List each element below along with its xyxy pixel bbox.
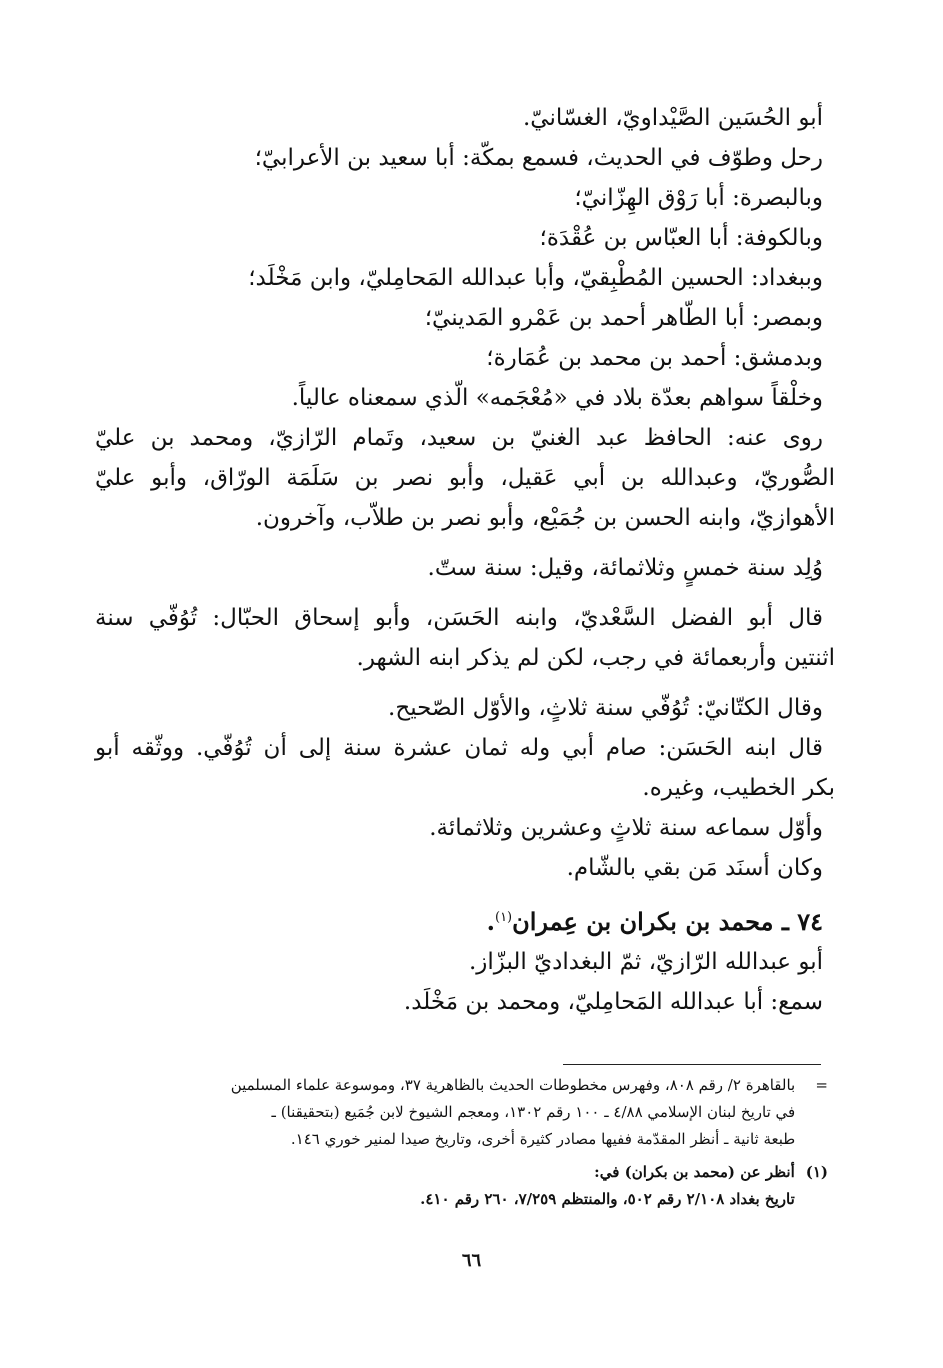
footnote-text: طبعة ثانية ـ أنظر المقدّمة ففيها مصادر كثيرة أخرى، وتاريخ صيدا لمنير خوري ١٤٦. <box>290 1130 796 1148</box>
footnote-divider <box>563 1064 821 1065</box>
entry-heading-end: . <box>486 907 495 936</box>
death-paragraph <box>95 598 835 678</box>
main-text <box>95 98 835 1022</box>
text-line: وبدمشق: أحمد بن محمد بن عُمَارة؛ <box>486 345 823 371</box>
text-line: رحل وطوّف في الحديث، فسمع بمكّة: أبا سعيد بن الأعرابيّ؛ <box>254 145 823 171</box>
entry-heading-text: ٧٤ ـ محمد بن بكران بن عِمران <box>512 907 823 936</box>
footnote-reference[interactable]: (١) <box>494 910 513 925</box>
narrators-paragraph <box>95 418 835 538</box>
page-number: ٦٦ <box>461 1250 482 1271</box>
kattani-line: وقال الكتّانيّ: تُوُفّي سنة ثلاثٍ، والأوّل الصّحيح. <box>388 695 823 721</box>
paragraph-line: بكر الخطيب، وغيره. <box>642 775 835 801</box>
paragraph-line: اثنتين وأربعمائة في رجب، لكن لم يذكر ابنه الشهر. <box>356 645 835 671</box>
paragraph-line: روى عنه: الحافظ عبد الغنيّ بن سعيد، وتَمام الرّازيّ، ومحمد بن عليّ <box>95 425 823 451</box>
paragraph-line: قال أبو الفضل السَّعْديّ، وابنه الحَسَن، وأبو إسحاق الحبّال: تُوُفّي سنة <box>95 605 823 631</box>
text-line: وببغداد: الحسين المُطْبِقيّ، وأبا عبدالله المَحامِليّ، وابن مَخْلَد؛ <box>248 265 823 291</box>
paragraph-line: الأهوازيّ، وابنه الحسن بن جُمَيْع، وأبو نصر بن طلاّب، وآخرون. <box>255 505 835 531</box>
son-paragraph <box>95 728 835 808</box>
footnote-continuation-marker: = <box>815 1076 828 1094</box>
text-line: وبمصر: أبا الطّاهر أحمد بن عَمْرو المَدينيّ؛ <box>424 305 823 331</box>
text-line: وبالبصرة: أبا رَوْق الهِزّانيّ؛ <box>574 185 823 211</box>
entry-heading <box>95 898 835 942</box>
footnote-line <box>108 1072 828 1099</box>
paragraph-line: الصُّوريّ، وعبدالله بن أبي عَقيل، وأبو نصر بن سَلَمَة الورّاق، وأبو عليّ <box>95 465 836 491</box>
text-line: وخلْقاً سواهم بعدّة بلاد في «مُعْجَمه» الّذي سمعناه عالياً. <box>291 385 823 411</box>
text-line: وبالكوفة: أبا العبّاس بن عُقْدَة؛ <box>539 225 823 251</box>
footnote-line <box>108 1126 828 1153</box>
isnad-line: وكان أسنَد مَن بقي بالشّام. <box>566 855 823 881</box>
footnotes <box>108 1072 828 1213</box>
footnote-number: (١) <box>805 1163 828 1181</box>
footnote-text: تاريخ بغداد ٢/١٠٨ رقم ٥٠٢، والمنتظم ٧/٢٥٩، ٢٦٠ رقم ٤١٠. <box>420 1190 795 1208</box>
entry-line: أبو عبدالله الرّازيّ، ثمّ البغداديّ البزّاز. <box>468 949 823 975</box>
footnote-line <box>108 1099 828 1126</box>
footnote-text: أنظر عن (محمد بن بكران) في: <box>594 1163 795 1181</box>
footnote-line <box>108 1159 828 1186</box>
footnote-text: بالقاهرة ٢/ رقم ٨٠٨، وفهرس مخطوطات الحديث بالظاهرية ٣٧، وموسوعة علماء المسلمين <box>230 1076 796 1094</box>
paragraph-line: قال ابنه الحَسَن: صام أبي وله ثمان عشرة سنة إلى أن تُوُفّي. ووثّقه أبو <box>95 735 823 761</box>
birth-line: وُلِد سنة خمسٍ وثلاثمائة، وقيل: سنة ستّ. <box>427 555 823 581</box>
entry-line: سمع: أبا عبدالله المَحامِليّ، ومحمد بن مَخْلَد. <box>403 989 823 1015</box>
first-hearing-line: وأوّل سماعه سنة ثلاثٍ وعشرين وثلاثمائة. <box>429 815 823 841</box>
footnote-line <box>108 1186 828 1213</box>
footnote-text: في تاريخ لبنان الإسلامي ٤/٨٨ ـ ١٠٠ رقم ١٣٠٢، ومعجم الشيوخ لابن جُمَيع (بتحقيقنا) ـ <box>271 1103 796 1121</box>
text-line: أبو الحُسَين الصَّيْداويّ، الغسّانيّ. <box>523 105 823 131</box>
